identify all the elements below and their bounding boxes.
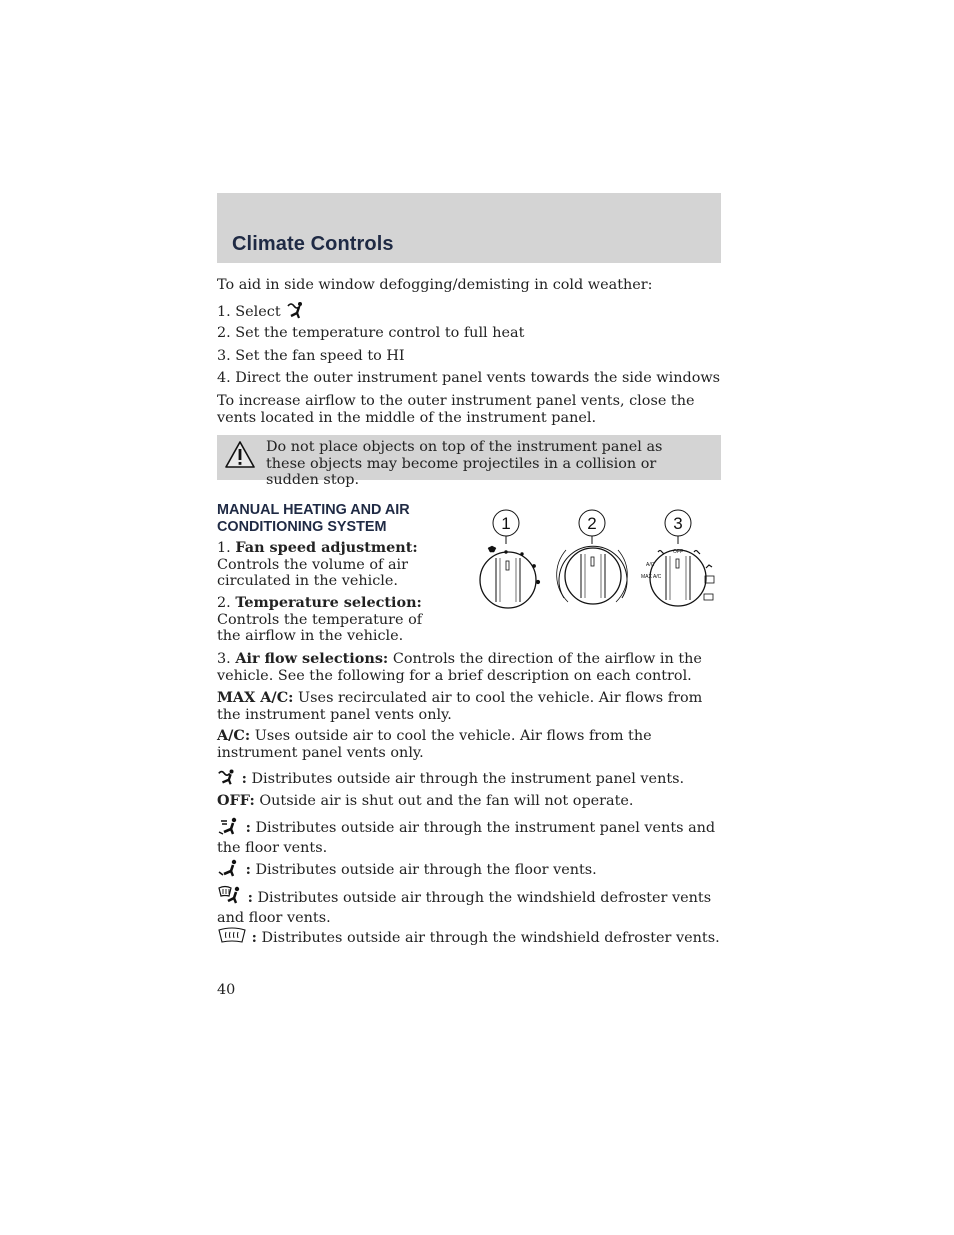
mode-floor	[217, 859, 721, 882]
step-4: 4. Direct the outer instrument panel vents towards the side windows	[217, 370, 721, 386]
warning-box	[217, 435, 721, 488]
mode-text: Distributes outside air through the windshield defroster vents.	[261, 930, 720, 946]
knob-label-off: OFF	[673, 549, 683, 555]
callout-3: 3	[673, 514, 683, 533]
section-heading-line-2: CONDITIONING SYSTEM	[217, 518, 387, 535]
fan-speed-knob	[480, 546, 540, 608]
item-number: 3.	[217, 651, 231, 667]
item-text: Controls the temperature of the airflow in the vehicle.	[217, 611, 423, 644]
panel-floor-vent-icon	[217, 817, 241, 840]
section-heading-line-1: MANUAL HEATING AND AIR	[217, 502, 410, 518]
step-1	[217, 301, 721, 324]
page-number: 40	[217, 982, 236, 998]
mode-label: :	[241, 770, 247, 787]
item-text: Controls the direction of the airflow in the vehicle. See the following for a brief description on each control.	[217, 651, 702, 684]
mode-text: Uses recirculated air to cool the vehicle. Air flows from the instrument panel vents only.	[217, 690, 703, 723]
callout-2: 2	[587, 514, 597, 533]
intro-text: To aid in side window defogging/demisting in cold weather:	[217, 277, 653, 293]
mode-defrost	[217, 927, 721, 950]
mode-label: OFF:	[217, 792, 255, 809]
item-fan-speed	[217, 540, 472, 590]
mode-ac	[217, 728, 721, 761]
airflow-note: To increase airflow to the outer instrument panel vents, close the vents located in the middle of the instrument panel.	[217, 393, 695, 426]
climate-control-knobs-figure	[476, 506, 726, 610]
mode-label: :	[245, 819, 251, 836]
mode-label: MAX A/C:	[217, 689, 294, 706]
step-3: 3. Set the fan speed to HI	[217, 348, 405, 364]
section-heading	[217, 502, 467, 535]
knob-label-max-ac: MAX A/C	[641, 574, 662, 580]
defrost-icon	[217, 927, 247, 950]
item-number: 2.	[217, 595, 231, 611]
item-temperature	[217, 595, 442, 645]
mode-label: :	[251, 929, 257, 946]
item-label: Fan speed adjustment:	[235, 539, 418, 556]
item-text: Controls the volume of air circulated in the vehicle.	[217, 556, 408, 589]
mode-text: Distributes outside air through the windshield defroster vents and floor vents.	[217, 890, 712, 926]
mode-max-ac	[217, 690, 721, 723]
mode-label: :	[245, 861, 251, 878]
step-2: 2. Set the temperature control to full heat	[217, 325, 525, 341]
temperature-knob	[557, 546, 628, 604]
callout-1: 1	[501, 514, 511, 533]
mode-text: Outside air is shut out and the fan will not operate.	[259, 793, 634, 809]
warning-triangle-icon	[224, 440, 256, 474]
panel-vent-icon	[217, 768, 237, 791]
mode-defrost-floor	[217, 885, 721, 926]
mode-text: Distributes outside air through the instrument panel vents.	[251, 771, 685, 787]
mode-text: Distributes outside air through the instrument panel vents and the floor vents.	[217, 820, 716, 856]
item-number: 1.	[217, 540, 231, 556]
panel-vent-icon	[285, 301, 307, 324]
item-label: Temperature selection:	[235, 594, 422, 611]
item-air-flow	[217, 651, 721, 684]
mode-label: A/C:	[217, 727, 251, 744]
mode-label: :	[247, 889, 253, 906]
mode-panel-floor	[217, 817, 721, 856]
item-label: Air flow selections:	[235, 650, 389, 667]
step-1-text: 1. Select	[217, 304, 281, 320]
mode-text: Uses outside air to cool the vehicle. Air flows from the instrument panel vents only.	[217, 728, 652, 761]
mode-panel	[217, 768, 721, 791]
mode-text: Distributes outside air through the floor vents.	[255, 862, 597, 878]
page-title: Climate Controls	[232, 233, 394, 255]
floor-vent-icon	[217, 859, 241, 882]
section-header-band	[217, 193, 721, 263]
warning-text: Do not place objects on top of the instrument panel as these objects may become projectiles in a collision or sudden stop.	[266, 439, 663, 488]
defrost-floor-icon	[217, 885, 243, 910]
mode-off	[217, 793, 721, 810]
knob-label-ac: A/C	[646, 562, 655, 568]
